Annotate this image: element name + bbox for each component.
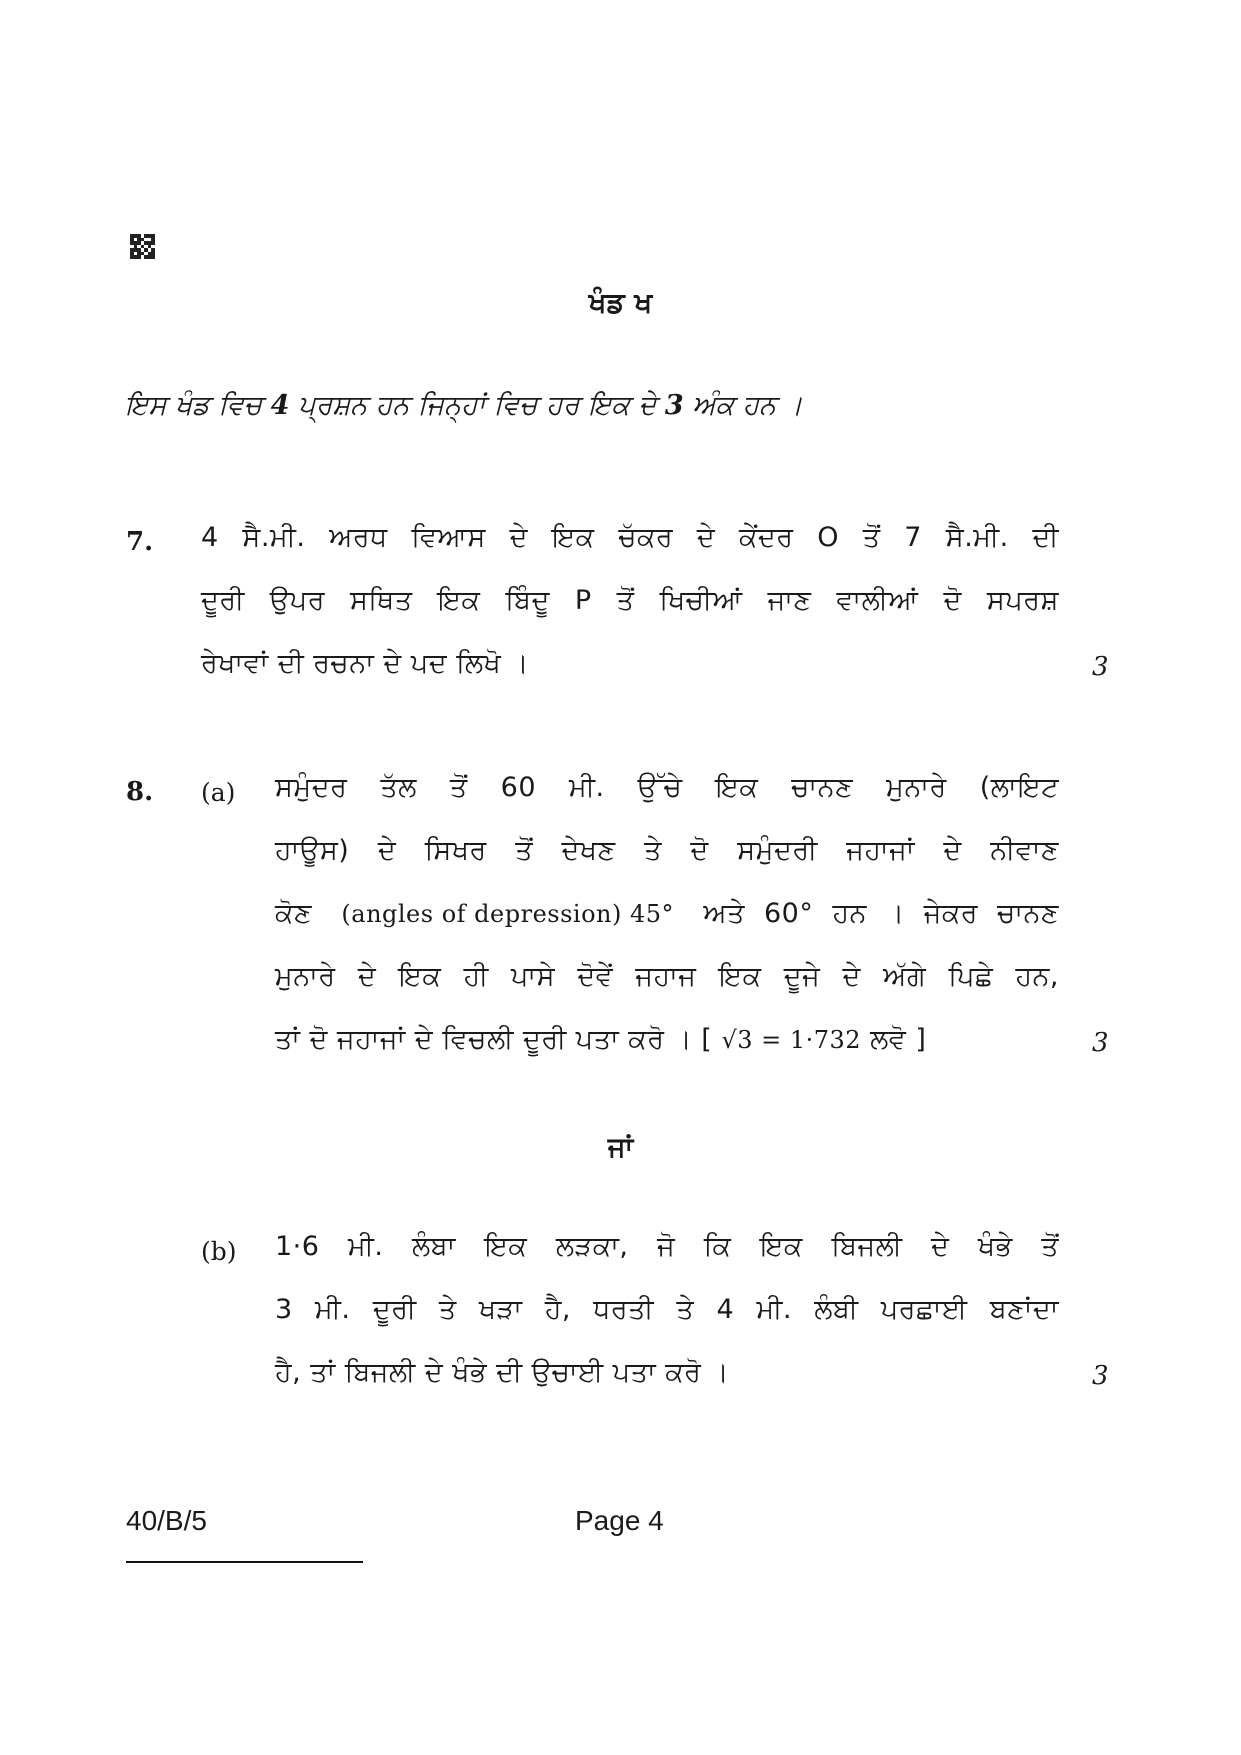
question-line: ਮੁਨਾਰੇ ਦੇ ਇਕ ਹੀ ਪਾਸੇ ਦੋਵੇਂ ਜਹਾਜ ਇਕ ਦੂਜੇ ਦੇ ਅੱਗੇ ਪਿਛੇ ਹਨ, bbox=[275, 961, 1059, 992]
section-title: ਖੰਡ ਖ bbox=[588, 286, 653, 319]
instruction-question-count: 4 bbox=[270, 390, 290, 421]
instruction-marks: 3 bbox=[664, 390, 684, 421]
paper-code: 40/B/5 bbox=[126, 1505, 207, 1536]
or-separator: ਜਾਂ bbox=[607, 1132, 634, 1163]
question-line: 4 ਸੈ.ਮੀ. ਅਰਧ ਵਿਆਸ ਦੇ ਇਕ ਚੱਕਰ ਦੇ ਕੇਂਦਰ O ਤੋਂ 7 ਸੈ.ਮੀ. ਦੀ bbox=[201, 522, 1059, 553]
question-line: ਦੂਰੀ ਉਪਰ ਸਥਿਤ ਇਕ ਬਿੰਦੂ P ਤੋਂ ਖਿਚੀਆਂ ਜਾਣ ਵਾਲੀਆਂ ਦੋ ਸਪਰਸ਼ bbox=[201, 585, 1059, 616]
question-text: ਅਤੇ 60° ਹਨ । ਜੇਕਰ ਚਾਨਣ bbox=[703, 898, 1059, 929]
instruction-text: ਪ੍ਰਸ਼ਨ ਹਨ ਜਿਨ੍ਹਾਂ ਵਿਚ ਹਰ ਇਕ ਦੇ bbox=[289, 390, 665, 421]
question-marks: 3 bbox=[1092, 652, 1109, 682]
question-line: ਹਾਊਸ) ਦੇ ਸਿਖਰ ਤੋਂ ਦੇਖਣ ਤੇ ਦੋ ਸਮੁੰਦਰੀ ਜਹਾਜਾਂ ਦੇ ਨੀਵਾਣ bbox=[275, 835, 1059, 866]
instruction-text: ਇਸ ਖੰਡ ਵਿਚ bbox=[125, 390, 271, 421]
footer-rule bbox=[126, 1561, 363, 1563]
subquestion-label: (b) bbox=[201, 1237, 237, 1266]
question-text: ਲਵੋ ] bbox=[870, 1024, 927, 1055]
question-line: 3 ਮੀ. ਦੂਰੀ ਤੇ ਖੜਾ ਹੈ, ਧਰਤੀ ਤੇ 4 ਮੀ. ਲੰਬੀ ਪਰਛਾਈ ਬਣਾਂਦਾ bbox=[275, 1294, 1059, 1325]
question-line bbox=[275, 898, 1059, 930]
qr-code-icon bbox=[130, 234, 155, 259]
math-expression: √3 = 1·732 bbox=[721, 1026, 862, 1054]
question-line: 1·6 ਮੀ. ਲੰਬਾ ਇਕ ਲੜਕਾ, ਜੋ ਕਿ ਇਕ ਬਿਜਲੀ ਦੇ ਖੰਭੇ ਤੋਂ bbox=[275, 1231, 1059, 1262]
page-number: Page 4 bbox=[575, 1505, 664, 1536]
question-marks: 3 bbox=[1092, 1028, 1109, 1058]
question-line: ਰੇਖਾਵਾਂ ਦੀ ਰਚਨਾ ਦੇ ਪਦ ਲਿਖੋ । bbox=[201, 648, 530, 679]
question-number: 8. bbox=[126, 777, 154, 807]
question-line: ਹੈ, ਤਾਂ ਬਿਜਲੀ ਦੇ ਖੰਭੇ ਦੀ ਉਚਾਈ ਪਤਾ ਕਰੋ । bbox=[275, 1357, 730, 1388]
question-marks: 3 bbox=[1092, 1361, 1109, 1391]
question-line bbox=[275, 1024, 926, 1056]
question-text-english: (angles of depression) 45° bbox=[341, 900, 675, 928]
section-instruction bbox=[125, 390, 803, 422]
question-text: ਤਾਂ ਦੋ ਜਹਾਜਾਂ ਦੇ ਵਿਚਲੀ ਦੂਰੀ ਪਤਾ ਕਰੋ । [ bbox=[275, 1024, 713, 1055]
instruction-text: ਅੰਕ ਹਨ । bbox=[683, 390, 803, 421]
question-line: ਸਮੁੰਦਰ ਤੱਲ ਤੋਂ 60 ਮੀ. ਉੱਚੇ ਇਕ ਚਾਨਣ ਮੁਨਾਰੇ (ਲਾਇਟ bbox=[275, 772, 1059, 803]
question-number: 7. bbox=[126, 527, 154, 557]
subquestion-label: (a) bbox=[201, 778, 236, 807]
question-text: ਕੋਣ bbox=[275, 898, 312, 929]
